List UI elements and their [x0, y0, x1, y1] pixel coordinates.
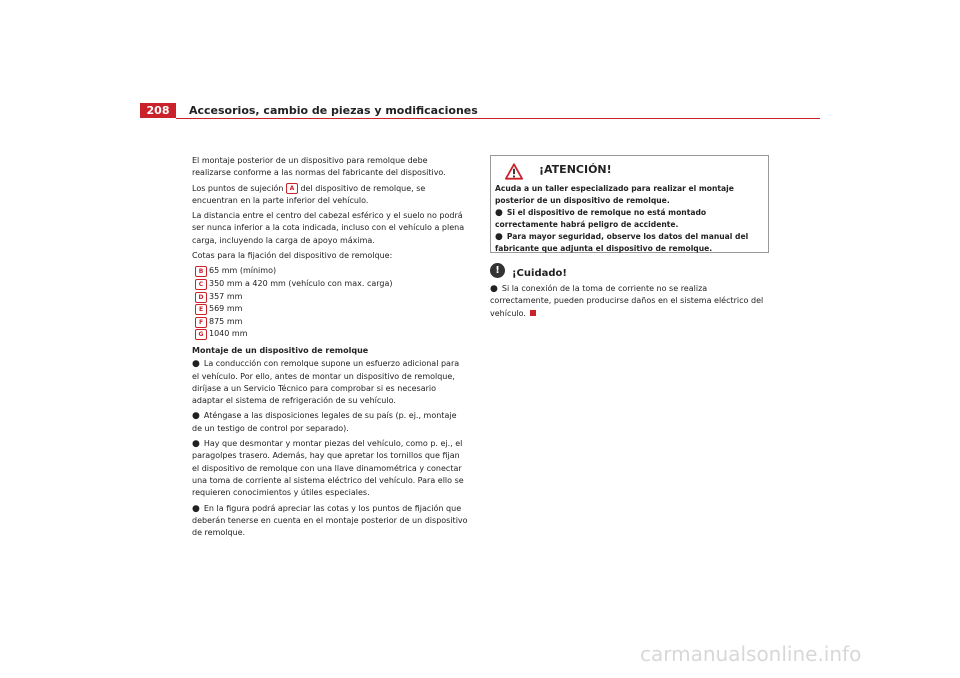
mounting-bullet: ● Aténgase a las disposiciones legales de su país (p. ej., montaje de un testigo de control por separado). [192, 411, 457, 433]
warning-bullet: ● Para mayor seguridad, observe los datos del manual del fabricante que adjunta el dispositivo de remolque. [495, 232, 749, 253]
caution-body: ● Si la conexión de la toma de corriente no se realiza correctamente, pueden producirse daños en el sistema eléctrico del vehículo. [490, 284, 764, 318]
ref-badge-f: F [195, 317, 207, 328]
measurements-list [192, 265, 468, 341]
measurement-item [192, 328, 468, 341]
bullet-icon: ● [495, 232, 503, 242]
ref-badge-a: A [286, 183, 298, 194]
warning-title: ¡ATENCIÓN! [539, 163, 612, 176]
mounting-bullet: ● En la figura podrá apreciar las cotas y los puntos de fijación que deberán tenerse en cuenta en el montaje posterior de un dispositivo de remolque. [192, 503, 468, 538]
measurement-value: 569 mm [209, 304, 243, 314]
warning-bullet: ● Si el dispositivo de remolque no está montado correctamente habrá peligro de accidente. [495, 208, 707, 229]
measurement-item [192, 316, 468, 329]
bullet-icon: ● [192, 359, 200, 370]
bullet-icon: ● [192, 503, 200, 514]
warning-intro: Acuda a un taller especializado para realizar el montaje posterior de un dispositivo de remolque. [495, 184, 734, 205]
ref-badge-g: G [195, 329, 207, 340]
attachment-points-paragraph: Los puntos de sujeción A del dispositivo de remolque, se encuentran en la parte inferior del vehículo. [192, 183, 426, 205]
caution-title: ¡Cuidado! [512, 268, 567, 279]
ref-badge-d: D [195, 292, 207, 303]
bullet-icon: ● [192, 411, 200, 422]
warning-header [491, 156, 768, 186]
measurement-value: 350 mm a 420 mm (vehículo con max. carga) [209, 278, 393, 288]
ref-badge-e: E [195, 304, 207, 315]
watermark: carmanualsonline.info [640, 642, 862, 666]
ref-badge-b: B [195, 266, 207, 277]
bullet-icon: ● [495, 208, 503, 218]
dimensions-intro: Cotas para la fijación del dispositivo de remolque: [192, 251, 393, 261]
measurement-value: 65 mm (mínimo) [209, 266, 277, 276]
measurement-value: 875 mm [209, 316, 243, 326]
section-title: Accesorios, cambio de piezas y modificaciones [189, 104, 478, 117]
page-number: 208 [140, 103, 176, 118]
mounting-heading: Montaje de un dispositivo de remolque [192, 345, 369, 355]
caution-section [490, 263, 767, 320]
warning-body [495, 183, 765, 255]
measurement-item [192, 303, 468, 316]
measurement-value: 1040 mm [209, 329, 248, 339]
warning-triangle-icon [505, 163, 523, 180]
caution-header [490, 263, 767, 280]
intro-paragraph: El montaje posterior de un dispositivo para remolque debe realizarse conforme a las normas del fabricante del dispositivo. [192, 156, 446, 178]
exclamation-icon: ! [490, 263, 505, 278]
measurement-item [192, 265, 468, 278]
page-header [140, 103, 820, 120]
measurement-item [192, 291, 468, 304]
ref-badge-c: C [195, 279, 207, 290]
measurement-value: 357 mm [209, 291, 243, 301]
measurement-item [192, 278, 468, 291]
mounting-bullet: ● La conducción con remolque supone un esfuerzo adicional para el vehículo. Por ello, antes de montar un dispositivo de remolque, diríjase a un Servicio Técnico para comprobar si es necesario adaptar el sistema de refrigeración de su vehículo. [192, 359, 460, 406]
mounting-bullet: ● Hay que desmontar y montar piezas del vehículo, como p. ej., el paragolpes trasero. Además, hay que apretar los tornillos que fijan el dispositivo de remolque con una llave dinamométrica y conectar una toma de corriente al sistema eléctrico del vehículo. Para ello se requieren conocimientos y útiles especiales. [192, 439, 464, 498]
header-divider [176, 118, 820, 119]
distance-paragraph: La distancia entre el centro del cabezal esférico y el suelo no podrá ser nunca inferior a la cota indicada, incluso con el vehículo a plena carga, incluyendo la carga de apoyo máxima. [192, 211, 465, 245]
left-column [192, 155, 468, 542]
bullet-icon: ● [490, 284, 498, 294]
warning-box [490, 155, 769, 253]
bullet-icon: ● [192, 439, 200, 450]
end-of-section-icon [530, 310, 536, 316]
